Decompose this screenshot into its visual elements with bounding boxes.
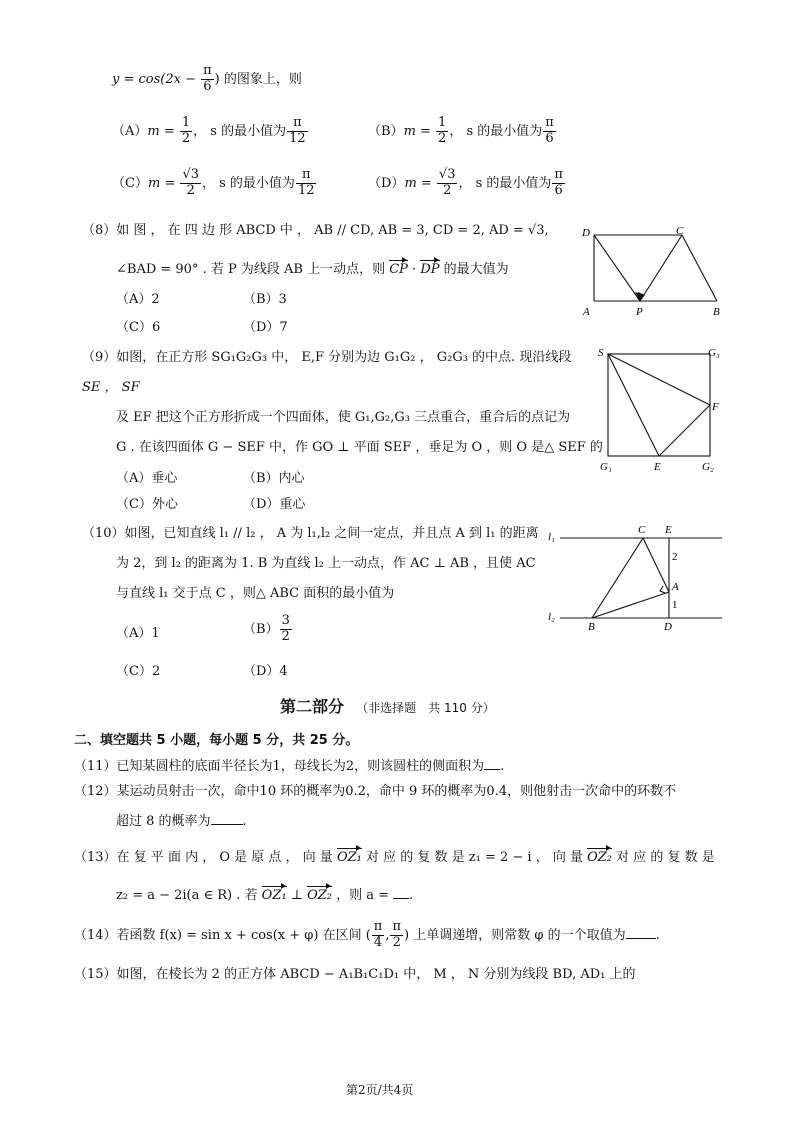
q8-line1 — [82, 223, 549, 239]
q9-option-a: （A）垂心 — [116, 471, 178, 486]
q13-vector-oz1: OZ₁ — [336, 850, 362, 865]
q7-optB-mnum: 1 — [438, 115, 447, 130]
q7-optD-mnum: √3 — [438, 167, 456, 182]
q8-label-d: D — [582, 227, 590, 239]
q8-option-b: （B）3 — [243, 292, 287, 307]
q8-segment-dp — [594, 235, 640, 301]
q9-line3: 及 EF 把这个正方形折成一个四面体，使 G₁,G₂,G₃ 三点重合，重合后的点记为 — [116, 410, 571, 425]
q8-figure — [578, 222, 728, 322]
q10-segment-ca — [643, 538, 669, 592]
q10-number: （10） — [82, 526, 125, 541]
q7-optC-text: ， s 的最小值为 — [202, 175, 295, 191]
q13-line1-c: 对 应 的 复 数 是 — [612, 850, 715, 865]
q14-number: （14） — [74, 927, 117, 943]
q10-label-b: B — [588, 621, 595, 633]
q8-segment-cp — [640, 235, 682, 301]
q7-frac-den: 6 — [203, 78, 212, 94]
q10-label-c: C — [638, 524, 646, 536]
q13-vector-oz1-b: OZ₁ — [261, 888, 287, 903]
q10-option-b — [243, 614, 293, 645]
q10-line3: 与直线 l₁ 交于点 C ，则△ ABC 面积的最小值为 — [116, 586, 395, 601]
q9-fold-ef — [659, 405, 710, 456]
q14-frac2-den: 2 — [392, 934, 401, 950]
q8-option-a: （A）2 — [116, 292, 160, 307]
q7-optD-text: ， s 的最小值为 — [458, 175, 552, 191]
q7-optB-sden: 6 — [545, 130, 554, 146]
q7-optB-text: ， s 的最小值为 — [449, 123, 543, 139]
q14-frac1-num: π — [373, 919, 383, 934]
q10-segment-cb — [592, 538, 643, 618]
q8-label-b: B — [713, 306, 720, 318]
q8-label-a: A — [583, 306, 590, 318]
q14-answer-blank[interactable] — [626, 926, 656, 939]
q13-line1-a: 在 复 平 面 内 ， O 是 原 点 ， 向 量 — [116, 850, 337, 865]
q10-label-l1: l₁ — [548, 531, 555, 543]
q8-line2 — [116, 262, 509, 278]
q7-optB-m: m = — [403, 123, 436, 139]
q8-line2-a: ∠BAD = 90° . 若 P 为线段 AB 上一动点，则 — [116, 262, 390, 277]
q13-vector-oz2-b: OZ₂ — [307, 888, 332, 903]
q7-option-d — [368, 168, 566, 199]
q11-text: 已知某圆柱的底面半径长为1，母线长为2，则该圆柱的侧面积为 — [116, 759, 485, 774]
q14-frac2-num: π — [392, 919, 402, 934]
q7-optD-mfrac — [437, 168, 458, 199]
q7-optB-sfrac — [543, 116, 556, 147]
q11-end: . — [500, 759, 505, 774]
q8-line1-text: 如 图 ， 在 四 边 形 ABCD 中 ， AB // CD, AB = 3, CD = 2, AD = √3, — [116, 223, 549, 238]
q14 — [74, 920, 660, 951]
q7-optD-m: m = — [404, 175, 436, 191]
q10-optB-label: （B） — [243, 621, 279, 637]
q7-optD-sfrac — [552, 168, 565, 199]
q14-end: . — [655, 927, 660, 943]
q10-option-c: （C）2 — [116, 664, 161, 679]
q10-label-1: 1 — [672, 599, 678, 611]
q8-edge-cb — [682, 235, 717, 301]
q13-line2 — [116, 886, 413, 904]
q11-answer-blank[interactable] — [484, 757, 500, 770]
q9-label-e: E — [654, 461, 661, 473]
q7-optC-mnum: √3 — [182, 167, 199, 182]
q7-option-b — [368, 116, 557, 147]
q10-right-angle-mark — [660, 586, 665, 593]
q7-optC-mden: 2 — [186, 182, 195, 198]
q7-option-c — [112, 168, 317, 199]
q7-optC-mfrac — [180, 168, 201, 199]
q7-optB-snum: π — [545, 115, 554, 130]
q7-expr-left: y = cos(2x − — [112, 71, 201, 87]
q7-optA-label: （A） — [112, 123, 148, 139]
part2-title: 第二部分 — [280, 697, 345, 716]
q7-optC-sden: 12 — [297, 182, 315, 198]
q7-fraction — [201, 64, 214, 95]
q15 — [74, 967, 636, 983]
page-footer: 第2页/共4页 — [346, 1083, 414, 1097]
q9-fold-sf — [608, 354, 710, 405]
section2-header: 二、填空题共 5 小题，每小题 5 分，共 25 分。 — [74, 733, 359, 748]
q10-line1-text: 如图，已知直线 l₁ // l₂ ， A 为 l₁,l₂ 之间一定点，并且点 A 到 l₁ 的距离 — [124, 526, 539, 541]
q10-option-a: （A）1 — [116, 626, 160, 641]
q7-optA-sden: 12 — [289, 130, 306, 146]
part2-subtitle: （非选择题 共 110 分） — [356, 701, 495, 715]
q8-label-p: P — [636, 306, 643, 318]
q9-square — [608, 354, 710, 456]
q9-figure — [596, 344, 730, 476]
q14-comma: , — [385, 927, 390, 943]
q13-end: . — [409, 888, 414, 903]
q12-number: （12） — [74, 784, 117, 799]
q7-optC-snum: π — [296, 168, 317, 184]
q7-optC-sfrac — [296, 168, 317, 199]
q8-number: （8） — [82, 223, 117, 238]
q13-vector-oz2: OZ₂ — [587, 850, 613, 865]
part2-heading — [280, 694, 495, 717]
q13-perp: ⊥ — [286, 888, 308, 903]
q11 — [74, 757, 504, 775]
q7-optB-label: （B） — [368, 123, 404, 139]
q9-fold-se — [608, 354, 659, 456]
q7-optC-label: （C） — [112, 175, 148, 191]
q7-optA-snum: π — [287, 116, 308, 132]
q10-label-l2: l₂ — [548, 611, 555, 623]
q7-optB-mden: 2 — [438, 130, 447, 146]
q10-label-2: 2 — [672, 551, 678, 563]
q9-option-d: （D）重心 — [243, 497, 306, 512]
q10-figure — [542, 520, 730, 636]
q7-optD-label: （D） — [368, 175, 405, 191]
q8-option-d: （D）7 — [243, 320, 288, 335]
q10-optB-num: 3 — [281, 613, 290, 628]
q12-line1 — [74, 784, 676, 800]
q14-text-a: 若函数 f(x) = sin x + cos(x + φ) 在区间 ( — [116, 927, 371, 943]
q8-vector-dp: DP — [420, 262, 440, 277]
q9-line4: G . 在该四面体 G − SEF 中，作 GO ⊥ 平面 SEF ，垂足为 O ，则 O 是△ SEF 的 — [116, 440, 603, 455]
q7-optD-mden: 2 — [443, 182, 452, 198]
q15-number: （15） — [74, 967, 117, 982]
q9-label-s: S — [598, 347, 604, 359]
q7-option-a — [112, 116, 309, 147]
q10-line2: 为 2，到 l₂ 的距离为 1. B 为直线 l₂ 上一动点，作 AC ⊥ AB ，且使 AC — [116, 556, 536, 571]
q9-label-g1: G₁ — [600, 461, 612, 473]
q12-answer-blank[interactable] — [211, 812, 243, 825]
q9-label-g2: G₂ — [702, 461, 714, 473]
q10-label-e: E — [665, 524, 672, 536]
q10-label-a: A — [672, 581, 679, 593]
q14-frac1 — [372, 920, 385, 951]
q9-line1-text: 如图，在正方形 SG₁G₂G₃ 中， E,F 分别为边 G₁G₂ ， G₂G₃ 的中点. 现沿线段 — [116, 350, 572, 365]
q9-line2: SE ， SF — [82, 380, 140, 395]
q10-optB-frac — [280, 614, 292, 645]
q13-number: （13） — [74, 850, 117, 865]
q13-line2-a: z₂ = a − 2i(a ∈ R) . 若 — [116, 888, 262, 903]
q10-label-d: D — [664, 621, 672, 633]
q15-text: 如图，在棱长为 2 的正方体 ABCD − A₁B₁C₁D₁ 中， M ， N 分别为线段 BD, AD₁ 上的 — [116, 967, 636, 982]
q7-optA-text: ， s 的最小值为 — [193, 123, 287, 139]
q12-line1-text: 某运动员射击一次，命中10 环的概率为0.2，命中 9 环的概率为0.4，则他射击一次命中的环数不 — [116, 784, 677, 799]
q13-line1 — [74, 850, 715, 866]
q8-label-c: C — [676, 225, 684, 237]
q13-line1-b: 对 应 的 复 数 是 z₁ = 2 − i ， 向 量 — [361, 850, 588, 865]
q13-answer-blank[interactable] — [393, 886, 409, 899]
q14-frac2 — [390, 920, 403, 951]
q10-segment-ab — [592, 592, 669, 618]
q7-optD-snum: π — [554, 167, 563, 182]
q9-label-f: F — [712, 401, 719, 413]
q8-line2-b: 的最大值为 — [439, 262, 509, 277]
q14-text-b: ) 上单调递增，则常数 φ 的一个取值为 — [404, 927, 626, 943]
q12-line2-text: 超过 8 的概率为 — [116, 814, 211, 829]
q8-dot: · — [407, 262, 421, 277]
q7-optA-mnum: 1 — [181, 115, 191, 130]
q7-optA-m: m = — [147, 123, 179, 139]
q11-number: （11） — [74, 759, 117, 774]
q14-frac1-den: 4 — [373, 934, 383, 950]
q7-expr-right: ) 的图象上，则 — [214, 71, 302, 87]
q8-option-c: （C）6 — [116, 320, 161, 335]
q10-option-d: （D）4 — [243, 664, 288, 679]
q12-end: . — [242, 814, 247, 829]
q10-optB-den: 2 — [281, 628, 290, 644]
q9-line1 — [82, 350, 571, 366]
q7-optC-m: m = — [147, 175, 180, 191]
q9-option-c: （C）外心 — [116, 497, 178, 512]
q10-line1 — [82, 526, 539, 542]
q7-optA-mden: 2 — [181, 130, 191, 146]
q7-frac-num: π — [203, 63, 212, 78]
q7-optD-sden: 6 — [554, 182, 563, 198]
q9-option-b: （B）内心 — [243, 471, 305, 486]
q7-expression — [112, 64, 302, 95]
q12-line2 — [116, 812, 247, 830]
q7-optB-mfrac — [436, 116, 448, 147]
q13-line2-b: ，则 a = — [331, 888, 394, 903]
q8-vector-cp: CP — [389, 262, 408, 277]
q9-label-g3: G₃ — [708, 347, 720, 359]
q7-optA-sfrac — [287, 116, 308, 147]
q9-number: （9） — [82, 350, 117, 365]
q7-optA-mfrac — [180, 116, 192, 147]
